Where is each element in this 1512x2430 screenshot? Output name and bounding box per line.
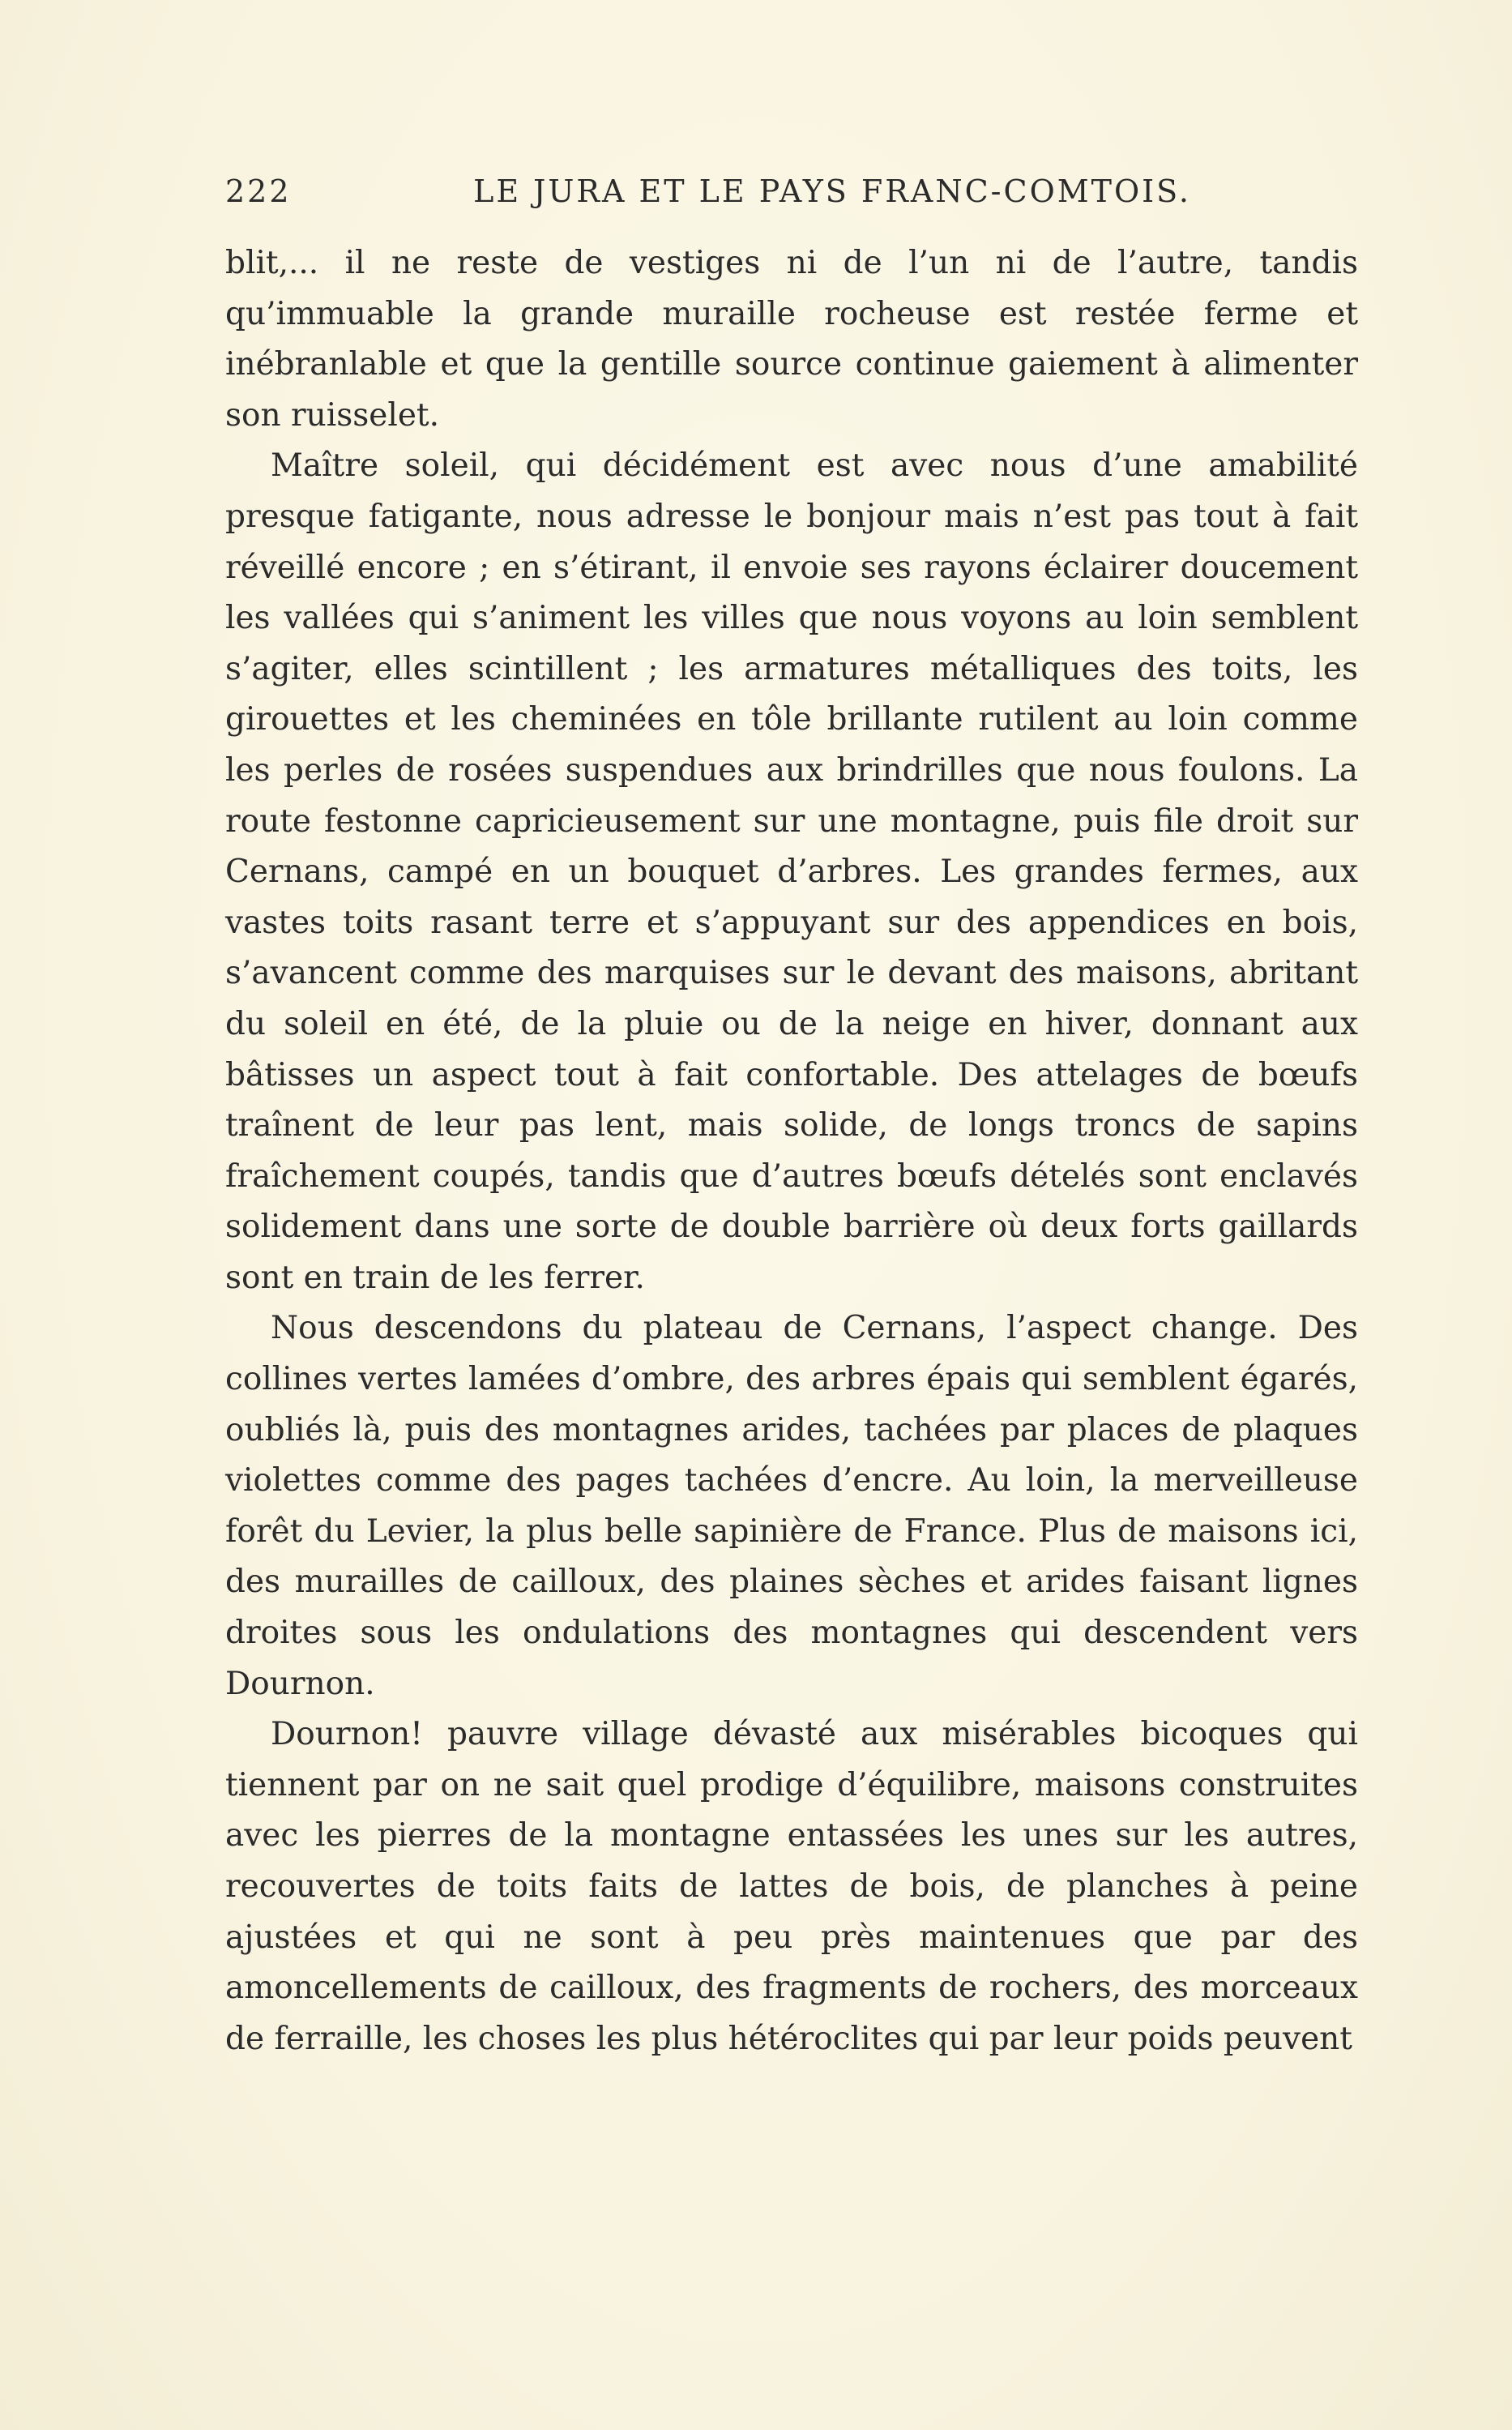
body-text (225, 238, 1358, 2064)
page-number: 222 (225, 173, 292, 209)
paragraph: Nous descendons du plateau de Cernans, l’aspect change. Des collines vertes lamées d’ombre, des arbres épais qui semblent égarés, oubliés là, puis des montagnes arides, tachées par places de plaques violettes comme des pages tachées d’encre. Au loin, la merveilleuse forêt du Levier, la plus belle sapinière de France. Plus de maisons ici, des murailles de cailloux, des plaines sèches et arides faisant lignes droites sous les ondulations des montagnes qui descendent vers Dournon. (225, 1310, 1358, 1702)
running-title: LE JURA ET LE PAYS FRANC-COMTOIS. (473, 173, 1191, 209)
paragraph: Dournon! pauvre village dévasté aux misérables bicoques qui tiennent par on ne sait quel prodige d’équilibre, maisons construites avec les pierres de la montagne entassées les unes sur les autres, recouvertes de toits faits de lattes de bois, de planches à peine ajustées et qui ne sont à peu près maintenues que par des amoncellements de cailloux, des fragments de rochers, des morceaux de ferraille, les choses les plus hétéroclites qui par leur poids peuvent (225, 1716, 1358, 2057)
page-header (225, 173, 1358, 222)
paragraph: Maître soleil, qui décidément est avec nous d’une amabilité presque fatigante, nous adresse le bonjour mais n’est pas tout à fait réveillé encore ; en s’étirant, il envoie ses rayons éclairer doucement les vallées qui s’animent les villes que nous voyons au loin semblent s’agiter, elles scintillent ; les armatures métalliques des toits, les girouettes et les cheminées en tôle brillante rutilent au loin comme les perles de rosées suspendues aux brindrilles que nous foulons. La route festonne capricieusement sur une montagne, puis file droit sur Cernans, campé en un bouquet d’arbres. Les grandes fermes, aux vastes toits rasant terre et s’appuyant sur des appendices en bois, s’avancent comme des marquises sur le devant des maisons, abritant du soleil en été, de la pluie ou de la neige en hiver, donnant aux bâtisses un aspect tout à fait confortable. Des attelages de bœufs traînent de leur pas lent, mais solide, de longs troncs de sapins fraîchement coupés, tandis que d’autres bœufs dételés sont enclavés solidement dans une sorte de double barrière où deux forts gaillards sont en train de les ferrer. (225, 447, 1358, 1296)
paragraph-continuation: blit,... il ne reste de vestiges ni de l’un ni de l’autre, tandis qu’immuable la grande muraille rocheuse est restée ferme et inébranlable et que la gentille source continue gaiement à alimenter son ruisselet. (225, 245, 1358, 434)
